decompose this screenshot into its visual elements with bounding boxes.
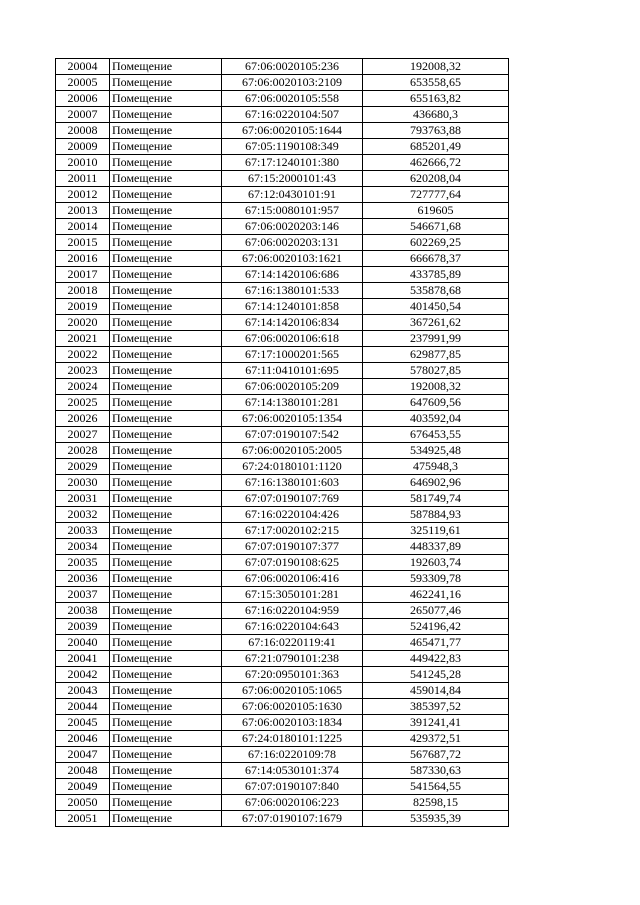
object-type-cell: Помещение bbox=[110, 395, 222, 411]
row-number-cell: 20034 bbox=[56, 539, 110, 555]
cadastral-number-cell: 67:07:0190108:625 bbox=[222, 555, 363, 571]
object-type-cell: Помещение bbox=[110, 107, 222, 123]
table-row bbox=[56, 363, 509, 379]
cadastral-number-cell: 67:07:0190107:840 bbox=[222, 779, 363, 795]
table-row bbox=[56, 507, 509, 523]
table-row bbox=[56, 731, 509, 747]
cadastral-number-cell: 67:05:1190108:349 bbox=[222, 139, 363, 155]
row-number-cell: 20016 bbox=[56, 251, 110, 267]
cadastral-value-cell: 265077,46 bbox=[363, 603, 509, 619]
table-row bbox=[56, 219, 509, 235]
row-number-cell: 20004 bbox=[56, 59, 110, 75]
cadastral-value-cell: 646902,96 bbox=[363, 475, 509, 491]
cadastral-value-cell: 325119,61 bbox=[363, 523, 509, 539]
row-number-cell: 20009 bbox=[56, 139, 110, 155]
table-row bbox=[56, 299, 509, 315]
cadastral-number-cell: 67:06:0020105:2005 bbox=[222, 443, 363, 459]
object-type-cell: Помещение bbox=[110, 667, 222, 683]
cadastral-value-cell: 653558,65 bbox=[363, 75, 509, 91]
table-body bbox=[56, 59, 509, 827]
row-number-cell: 20047 bbox=[56, 747, 110, 763]
cadastral-number-cell: 67:06:0020105:1354 bbox=[222, 411, 363, 427]
row-number-cell: 20038 bbox=[56, 603, 110, 619]
cadastral-number-cell: 67:06:0020203:131 bbox=[222, 235, 363, 251]
object-type-cell: Помещение bbox=[110, 651, 222, 667]
table-row bbox=[56, 139, 509, 155]
table-row bbox=[56, 747, 509, 763]
cadastral-value-cell: 578027,85 bbox=[363, 363, 509, 379]
row-number-cell: 20042 bbox=[56, 667, 110, 683]
cadastral-value-cell: 433785,89 bbox=[363, 267, 509, 283]
row-number-cell: 20029 bbox=[56, 459, 110, 475]
row-number-cell: 20017 bbox=[56, 267, 110, 283]
table-row bbox=[56, 155, 509, 171]
cadastral-value-cell: 237991,99 bbox=[363, 331, 509, 347]
cadastral-number-cell: 67:06:0020105:236 bbox=[222, 59, 363, 75]
cadastral-number-cell: 67:07:0190107:542 bbox=[222, 427, 363, 443]
row-number-cell: 20025 bbox=[56, 395, 110, 411]
object-type-cell: Помещение bbox=[110, 299, 222, 315]
table-row bbox=[56, 395, 509, 411]
row-number-cell: 20014 bbox=[56, 219, 110, 235]
cadastral-value-cell: 685201,49 bbox=[363, 139, 509, 155]
cadastral-number-cell: 67:16:1380101:533 bbox=[222, 283, 363, 299]
table-row bbox=[56, 651, 509, 667]
cadastral-number-cell: 67:06:0020105:1630 bbox=[222, 699, 363, 715]
cadastral-value-cell: 593309,78 bbox=[363, 571, 509, 587]
table-row bbox=[56, 795, 509, 811]
row-number-cell: 20015 bbox=[56, 235, 110, 251]
object-type-cell: Помещение bbox=[110, 187, 222, 203]
cadastral-number-cell: 67:06:0020106:618 bbox=[222, 331, 363, 347]
cadastral-number-cell: 67:11:0410101:695 bbox=[222, 363, 363, 379]
object-type-cell: Помещение bbox=[110, 683, 222, 699]
object-type-cell: Помещение bbox=[110, 779, 222, 795]
row-number-cell: 20048 bbox=[56, 763, 110, 779]
object-type-cell: Помещение bbox=[110, 587, 222, 603]
cadastral-number-cell: 67:06:0020103:1621 bbox=[222, 251, 363, 267]
object-type-cell: Помещение bbox=[110, 411, 222, 427]
cadastral-number-cell: 67:16:1380101:603 bbox=[222, 475, 363, 491]
object-type-cell: Помещение bbox=[110, 747, 222, 763]
object-type-cell: Помещение bbox=[110, 171, 222, 187]
row-number-cell: 20026 bbox=[56, 411, 110, 427]
table-row bbox=[56, 635, 509, 651]
cadastral-number-cell: 67:14:1380101:281 bbox=[222, 395, 363, 411]
cadastral-value-cell: 448337,89 bbox=[363, 539, 509, 555]
cadastral-value-cell: 192008,32 bbox=[363, 59, 509, 75]
cadastral-number-cell: 67:21:0790101:238 bbox=[222, 651, 363, 667]
cadastral-value-cell: 629877,85 bbox=[363, 347, 509, 363]
object-type-cell: Помещение bbox=[110, 427, 222, 443]
row-number-cell: 20046 bbox=[56, 731, 110, 747]
cadastral-value-cell: 619605 bbox=[363, 203, 509, 219]
object-type-cell: Помещение bbox=[110, 811, 222, 827]
table-row bbox=[56, 315, 509, 331]
cadastral-number-cell: 67:16:0220104:426 bbox=[222, 507, 363, 523]
row-number-cell: 20008 bbox=[56, 123, 110, 139]
row-number-cell: 20007 bbox=[56, 107, 110, 123]
row-number-cell: 20005 bbox=[56, 75, 110, 91]
object-type-cell: Помещение bbox=[110, 603, 222, 619]
object-type-cell: Помещение bbox=[110, 491, 222, 507]
table-row bbox=[56, 603, 509, 619]
cadastral-value-cell: 602269,25 bbox=[363, 235, 509, 251]
row-number-cell: 20024 bbox=[56, 379, 110, 395]
table-row bbox=[56, 123, 509, 139]
table-row bbox=[56, 347, 509, 363]
cadastral-value-cell: 401450,54 bbox=[363, 299, 509, 315]
table-row bbox=[56, 779, 509, 795]
cadastral-value-cell: 436680,3 bbox=[363, 107, 509, 123]
row-number-cell: 20045 bbox=[56, 715, 110, 731]
row-number-cell: 20049 bbox=[56, 779, 110, 795]
cadastral-value-cell: 666678,37 bbox=[363, 251, 509, 267]
table-row bbox=[56, 619, 509, 635]
object-type-cell: Помещение bbox=[110, 475, 222, 491]
cadastral-number-cell: 67:15:2000101:43 bbox=[222, 171, 363, 187]
cadastral-number-cell: 67:17:1240101:380 bbox=[222, 155, 363, 171]
row-number-cell: 20043 bbox=[56, 683, 110, 699]
object-type-cell: Помещение bbox=[110, 539, 222, 555]
cadastral-value-cell: 192008,32 bbox=[363, 379, 509, 395]
row-number-cell: 20013 bbox=[56, 203, 110, 219]
cadastral-value-cell: 581749,74 bbox=[363, 491, 509, 507]
table-row bbox=[56, 171, 509, 187]
cadastral-number-cell: 67:24:0180101:1225 bbox=[222, 731, 363, 747]
cadastral-value-cell: 367261,62 bbox=[363, 315, 509, 331]
row-number-cell: 20051 bbox=[56, 811, 110, 827]
table-row bbox=[56, 75, 509, 91]
cadastral-number-cell: 67:07:0190107:769 bbox=[222, 491, 363, 507]
cadastral-number-cell: 67:06:0020105:209 bbox=[222, 379, 363, 395]
table-row bbox=[56, 379, 509, 395]
row-number-cell: 20018 bbox=[56, 283, 110, 299]
table-row bbox=[56, 459, 509, 475]
object-type-cell: Помещение bbox=[110, 795, 222, 811]
cadastral-number-cell: 67:16:0220104:507 bbox=[222, 107, 363, 123]
row-number-cell: 20021 bbox=[56, 331, 110, 347]
cadastral-value-cell: 192603,74 bbox=[363, 555, 509, 571]
cadastral-number-cell: 67:16:0220119:41 bbox=[222, 635, 363, 651]
cadastral-number-cell: 67:15:3050101:281 bbox=[222, 587, 363, 603]
object-type-cell: Помещение bbox=[110, 331, 222, 347]
cadastral-value-cell: 587330,63 bbox=[363, 763, 509, 779]
object-type-cell: Помещение bbox=[110, 571, 222, 587]
cadastral-value-cell: 391241,41 bbox=[363, 715, 509, 731]
cadastral-value-cell: 647609,56 bbox=[363, 395, 509, 411]
object-type-cell: Помещение bbox=[110, 203, 222, 219]
row-number-cell: 20023 bbox=[56, 363, 110, 379]
object-type-cell: Помещение bbox=[110, 635, 222, 651]
cadastral-number-cell: 67:06:0020106:223 bbox=[222, 795, 363, 811]
table-row bbox=[56, 251, 509, 267]
cadastral-value-cell: 587884,93 bbox=[363, 507, 509, 523]
object-type-cell: Помещение bbox=[110, 59, 222, 75]
object-type-cell: Помещение bbox=[110, 315, 222, 331]
cadastral-value-cell: 449422,83 bbox=[363, 651, 509, 667]
cadastral-number-cell: 67:06:0020105:1065 bbox=[222, 683, 363, 699]
cadastral-number-cell: 67:24:0180101:1120 bbox=[222, 459, 363, 475]
table-row bbox=[56, 107, 509, 123]
cadastral-number-cell: 67:07:0190107:377 bbox=[222, 539, 363, 555]
cadastral-value-cell: 793763,88 bbox=[363, 123, 509, 139]
cadastral-value-cell: 459014,84 bbox=[363, 683, 509, 699]
row-number-cell: 20028 bbox=[56, 443, 110, 459]
table-row bbox=[56, 571, 509, 587]
cadastral-value-cell: 524196,42 bbox=[363, 619, 509, 635]
row-number-cell: 20027 bbox=[56, 427, 110, 443]
table-row bbox=[56, 187, 509, 203]
table-row bbox=[56, 427, 509, 443]
cadastral-value-cell: 546671,68 bbox=[363, 219, 509, 235]
cadastral-value-cell: 429372,51 bbox=[363, 731, 509, 747]
object-type-cell: Помещение bbox=[110, 619, 222, 635]
table-row bbox=[56, 283, 509, 299]
row-number-cell: 20033 bbox=[56, 523, 110, 539]
table-row bbox=[56, 763, 509, 779]
table-row bbox=[56, 443, 509, 459]
table-row bbox=[56, 235, 509, 251]
row-number-cell: 20022 bbox=[56, 347, 110, 363]
object-type-cell: Помещение bbox=[110, 139, 222, 155]
cadastral-value-table bbox=[55, 58, 509, 827]
row-number-cell: 20040 bbox=[56, 635, 110, 651]
cadastral-value-cell: 385397,52 bbox=[363, 699, 509, 715]
cadastral-value-cell: 655163,82 bbox=[363, 91, 509, 107]
object-type-cell: Помещение bbox=[110, 91, 222, 107]
cadastral-number-cell: 67:20:0950101:363 bbox=[222, 667, 363, 683]
object-type-cell: Помещение bbox=[110, 699, 222, 715]
cadastral-value-cell: 465471,77 bbox=[363, 635, 509, 651]
row-number-cell: 20006 bbox=[56, 91, 110, 107]
object-type-cell: Помещение bbox=[110, 731, 222, 747]
cadastral-value-cell: 462241,16 bbox=[363, 587, 509, 603]
object-type-cell: Помещение bbox=[110, 283, 222, 299]
table-row bbox=[56, 667, 509, 683]
object-type-cell: Помещение bbox=[110, 523, 222, 539]
cadastral-number-cell: 67:06:0020203:146 bbox=[222, 219, 363, 235]
cadastral-number-cell: 67:12:0430101:91 bbox=[222, 187, 363, 203]
row-number-cell: 20030 bbox=[56, 475, 110, 491]
table-row bbox=[56, 267, 509, 283]
row-number-cell: 20031 bbox=[56, 491, 110, 507]
cadastral-number-cell: 67:15:0080101:957 bbox=[222, 203, 363, 219]
cadastral-number-cell: 67:06:0020106:416 bbox=[222, 571, 363, 587]
cadastral-value-cell: 567687,72 bbox=[363, 747, 509, 763]
cadastral-value-cell: 676453,55 bbox=[363, 427, 509, 443]
row-number-cell: 20010 bbox=[56, 155, 110, 171]
cadastral-value-cell: 403592,04 bbox=[363, 411, 509, 427]
object-type-cell: Помещение bbox=[110, 123, 222, 139]
row-number-cell: 20050 bbox=[56, 795, 110, 811]
row-number-cell: 20020 bbox=[56, 315, 110, 331]
object-type-cell: Помещение bbox=[110, 347, 222, 363]
table-row bbox=[56, 203, 509, 219]
table-row bbox=[56, 523, 509, 539]
table-row bbox=[56, 555, 509, 571]
cadastral-value-cell: 535878,68 bbox=[363, 283, 509, 299]
cadastral-number-cell: 67:06:0020103:1834 bbox=[222, 715, 363, 731]
cadastral-number-cell: 67:16:0220104:643 bbox=[222, 619, 363, 635]
cadastral-number-cell: 67:14:1420106:686 bbox=[222, 267, 363, 283]
table-row bbox=[56, 91, 509, 107]
cadastral-number-cell: 67:16:0220104:959 bbox=[222, 603, 363, 619]
table-row bbox=[56, 683, 509, 699]
table-row bbox=[56, 699, 509, 715]
object-type-cell: Помещение bbox=[110, 507, 222, 523]
table-row bbox=[56, 59, 509, 75]
cadastral-number-cell: 67:17:0020102:215 bbox=[222, 523, 363, 539]
cadastral-number-cell: 67:06:0020103:2109 bbox=[222, 75, 363, 91]
table-row bbox=[56, 715, 509, 731]
row-number-cell: 20037 bbox=[56, 587, 110, 603]
row-number-cell: 20012 bbox=[56, 187, 110, 203]
cadastral-value-cell: 475948,3 bbox=[363, 459, 509, 475]
cadastral-number-cell: 67:14:1240101:858 bbox=[222, 299, 363, 315]
table-row bbox=[56, 331, 509, 347]
cadastral-number-cell: 67:16:0220109:78 bbox=[222, 747, 363, 763]
cadastral-value-cell: 535935,39 bbox=[363, 811, 509, 827]
object-type-cell: Помещение bbox=[110, 763, 222, 779]
cadastral-number-cell: 67:06:0020105:1644 bbox=[222, 123, 363, 139]
cadastral-number-cell: 67:06:0020105:558 bbox=[222, 91, 363, 107]
object-type-cell: Помещение bbox=[110, 235, 222, 251]
table-row bbox=[56, 539, 509, 555]
cadastral-value-cell: 541564,55 bbox=[363, 779, 509, 795]
cadastral-value-cell: 620208,04 bbox=[363, 171, 509, 187]
cadastral-number-cell: 67:14:1420106:834 bbox=[222, 315, 363, 331]
object-type-cell: Помещение bbox=[110, 555, 222, 571]
cadastral-value-cell: 541245,28 bbox=[363, 667, 509, 683]
object-type-cell: Помещение bbox=[110, 219, 222, 235]
cadastral-number-cell: 67:07:0190107:1679 bbox=[222, 811, 363, 827]
row-number-cell: 20039 bbox=[56, 619, 110, 635]
table-row bbox=[56, 475, 509, 491]
row-number-cell: 20011 bbox=[56, 171, 110, 187]
cadastral-number-cell: 67:14:0530101:374 bbox=[222, 763, 363, 779]
cadastral-value-cell: 534925,48 bbox=[363, 443, 509, 459]
object-type-cell: Помещение bbox=[110, 363, 222, 379]
table-row bbox=[56, 411, 509, 427]
object-type-cell: Помещение bbox=[110, 75, 222, 91]
cadastral-value-cell: 462666,72 bbox=[363, 155, 509, 171]
cadastral-value-cell: 82598,15 bbox=[363, 795, 509, 811]
object-type-cell: Помещение bbox=[110, 155, 222, 171]
table-row bbox=[56, 491, 509, 507]
table-row bbox=[56, 587, 509, 603]
row-number-cell: 20019 bbox=[56, 299, 110, 315]
row-number-cell: 20044 bbox=[56, 699, 110, 715]
cadastral-number-cell: 67:17:1000201:565 bbox=[222, 347, 363, 363]
object-type-cell: Помещение bbox=[110, 715, 222, 731]
object-type-cell: Помещение bbox=[110, 443, 222, 459]
row-number-cell: 20036 bbox=[56, 571, 110, 587]
row-number-cell: 20041 bbox=[56, 651, 110, 667]
cadastral-value-cell: 727777,64 bbox=[363, 187, 509, 203]
object-type-cell: Помещение bbox=[110, 267, 222, 283]
table-row bbox=[56, 811, 509, 827]
row-number-cell: 20032 bbox=[56, 507, 110, 523]
row-number-cell: 20035 bbox=[56, 555, 110, 571]
object-type-cell: Помещение bbox=[110, 379, 222, 395]
object-type-cell: Помещение bbox=[110, 459, 222, 475]
object-type-cell: Помещение bbox=[110, 251, 222, 267]
